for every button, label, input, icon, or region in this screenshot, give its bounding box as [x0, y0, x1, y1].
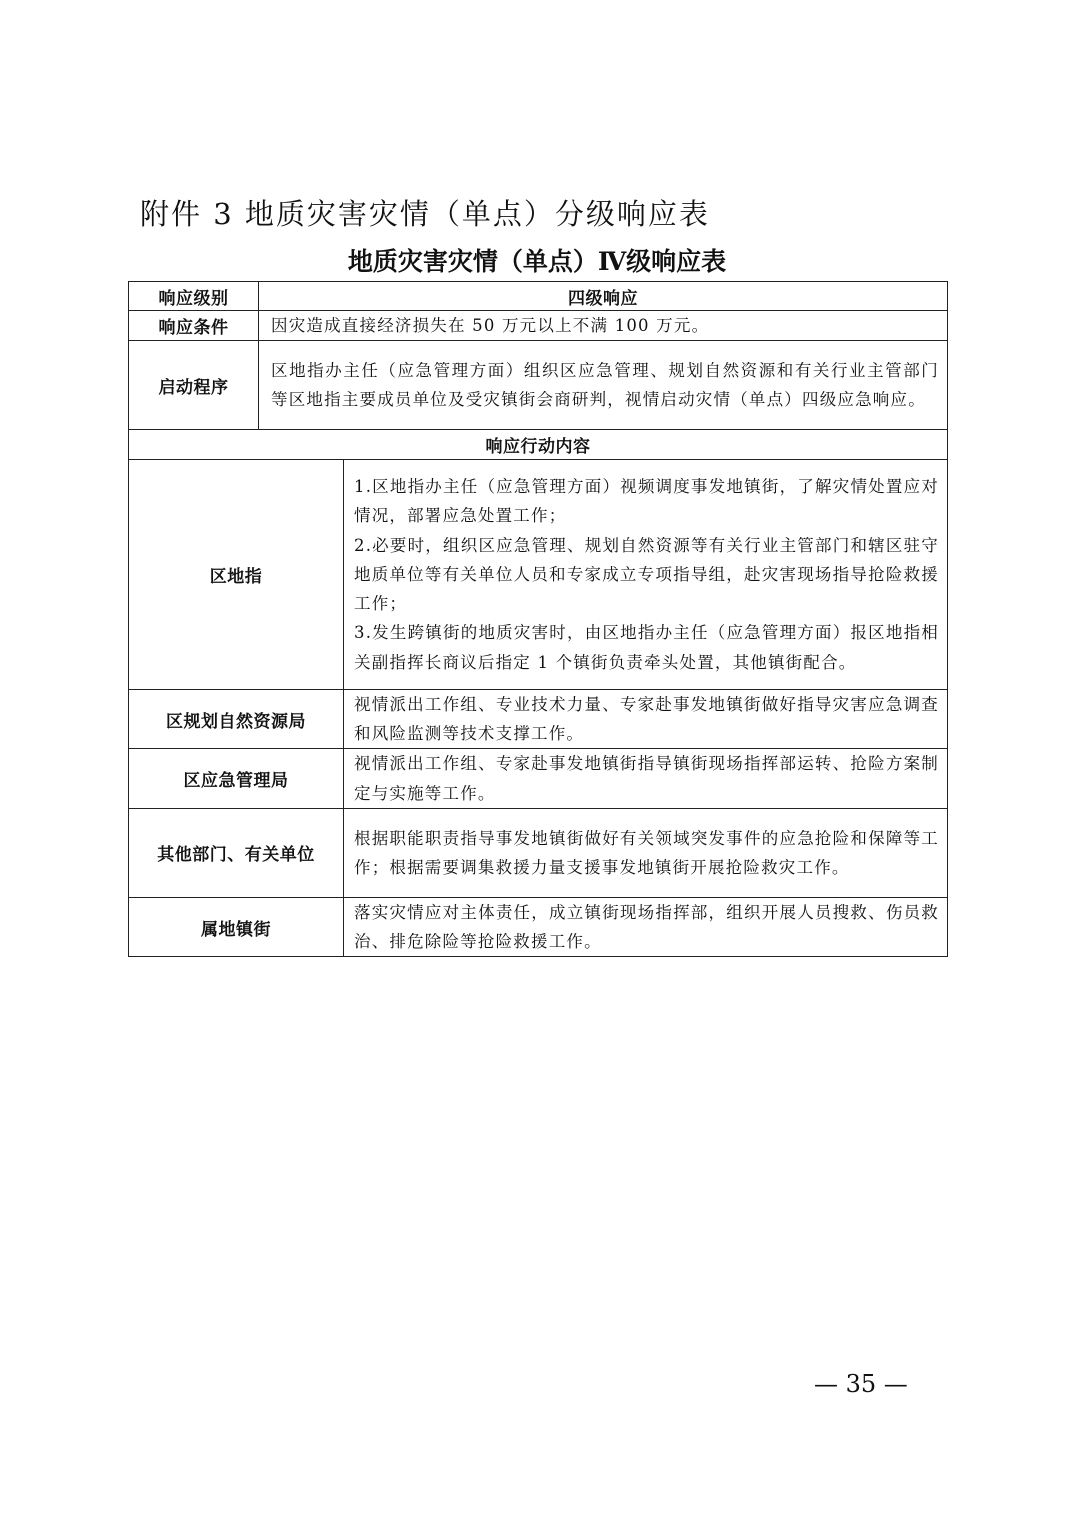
action-unit: 属地镇街	[129, 897, 344, 956]
action-content	[344, 808, 948, 897]
action-content	[344, 460, 948, 690]
action-content	[344, 897, 948, 956]
attachment-title: 附件 3 地质灾害灾情（单点）分级响应表	[140, 197, 710, 231]
action-row	[129, 897, 948, 956]
start-procedure-row	[129, 341, 948, 430]
action-item: 视情派出工作组、专家赴事发地镇街指导镇街现场指挥部运转、抢险方案制定与实施等工作。	[354, 754, 939, 803]
action-item: 1.区地指办主任（应急管理方面）视频调度事发地镇街，了解灾情处置应对情况，部署应急处置工作；	[354, 477, 939, 526]
response-level-row	[129, 282, 948, 311]
response-condition-label: 响应条件	[129, 311, 259, 341]
response-condition-value: 因灾造成直接经济损失在 50 万元以上不满 100 万元。	[259, 311, 948, 341]
action-item: 落实灾情应对主体责任，成立镇街现场指挥部，组织开展人员搜救、伤员救治、排危除险等抢险救援工作。	[354, 902, 939, 952]
action-row	[129, 749, 948, 808]
page-number: — 35 —	[814, 1370, 908, 1398]
action-item: 2.必要时，组织区应急管理、规划自然资源等有关行业主管部门和辖区驻守地质单位等有关单位人员和专家成立专项指导组，赴灾害现场指导抢险救援工作；	[354, 535, 939, 614]
action-unit: 区地指	[129, 460, 344, 690]
action-content	[344, 690, 948, 749]
response-level-label: 响应级别	[129, 282, 259, 311]
action-row	[129, 690, 948, 749]
table-title: 地质灾害灾情（单点）Ⅳ级响应表	[347, 247, 727, 276]
action-item: 3.发生跨镇街的地质灾害时，由区地指办主任（应急管理方面）报区地指相关副指挥长商议后指定 1 个镇街负责牵头处置，其他镇街配合。	[354, 623, 939, 672]
response-level-value: 四级响应	[259, 282, 948, 311]
action-content	[344, 749, 948, 808]
action-unit: 其他部门、有关单位	[129, 808, 344, 897]
response-table	[128, 281, 948, 957]
actions-header: 响应行动内容	[129, 430, 948, 460]
start-procedure-value: 区地指办主任（应急管理方面）组织区应急管理、规划自然资源和有关行业主管部门等区地指主要成员单位及受灾镇街会商研判，视情启动灾情（单点）四级应急响应。	[259, 341, 948, 430]
action-row	[129, 808, 948, 897]
action-unit: 区规划自然资源局	[129, 690, 344, 749]
action-row	[129, 460, 948, 690]
action-unit: 区应急管理局	[129, 749, 344, 808]
action-item: 视情派出工作组、专业技术力量、专家赴事发地镇街做好指导灾害应急调查和风险监测等技术支撑工作。	[354, 695, 939, 744]
response-condition-row	[129, 311, 948, 341]
start-procedure-label: 启动程序	[129, 341, 259, 430]
actions-header-row	[129, 430, 948, 460]
action-item: 根据职能职责指导事发地镇街做好有关领域突发事件的应急抢险和保障等工作；根据需要调集救援力量支援事发地镇街开展抢险救灾工作。	[354, 828, 939, 877]
